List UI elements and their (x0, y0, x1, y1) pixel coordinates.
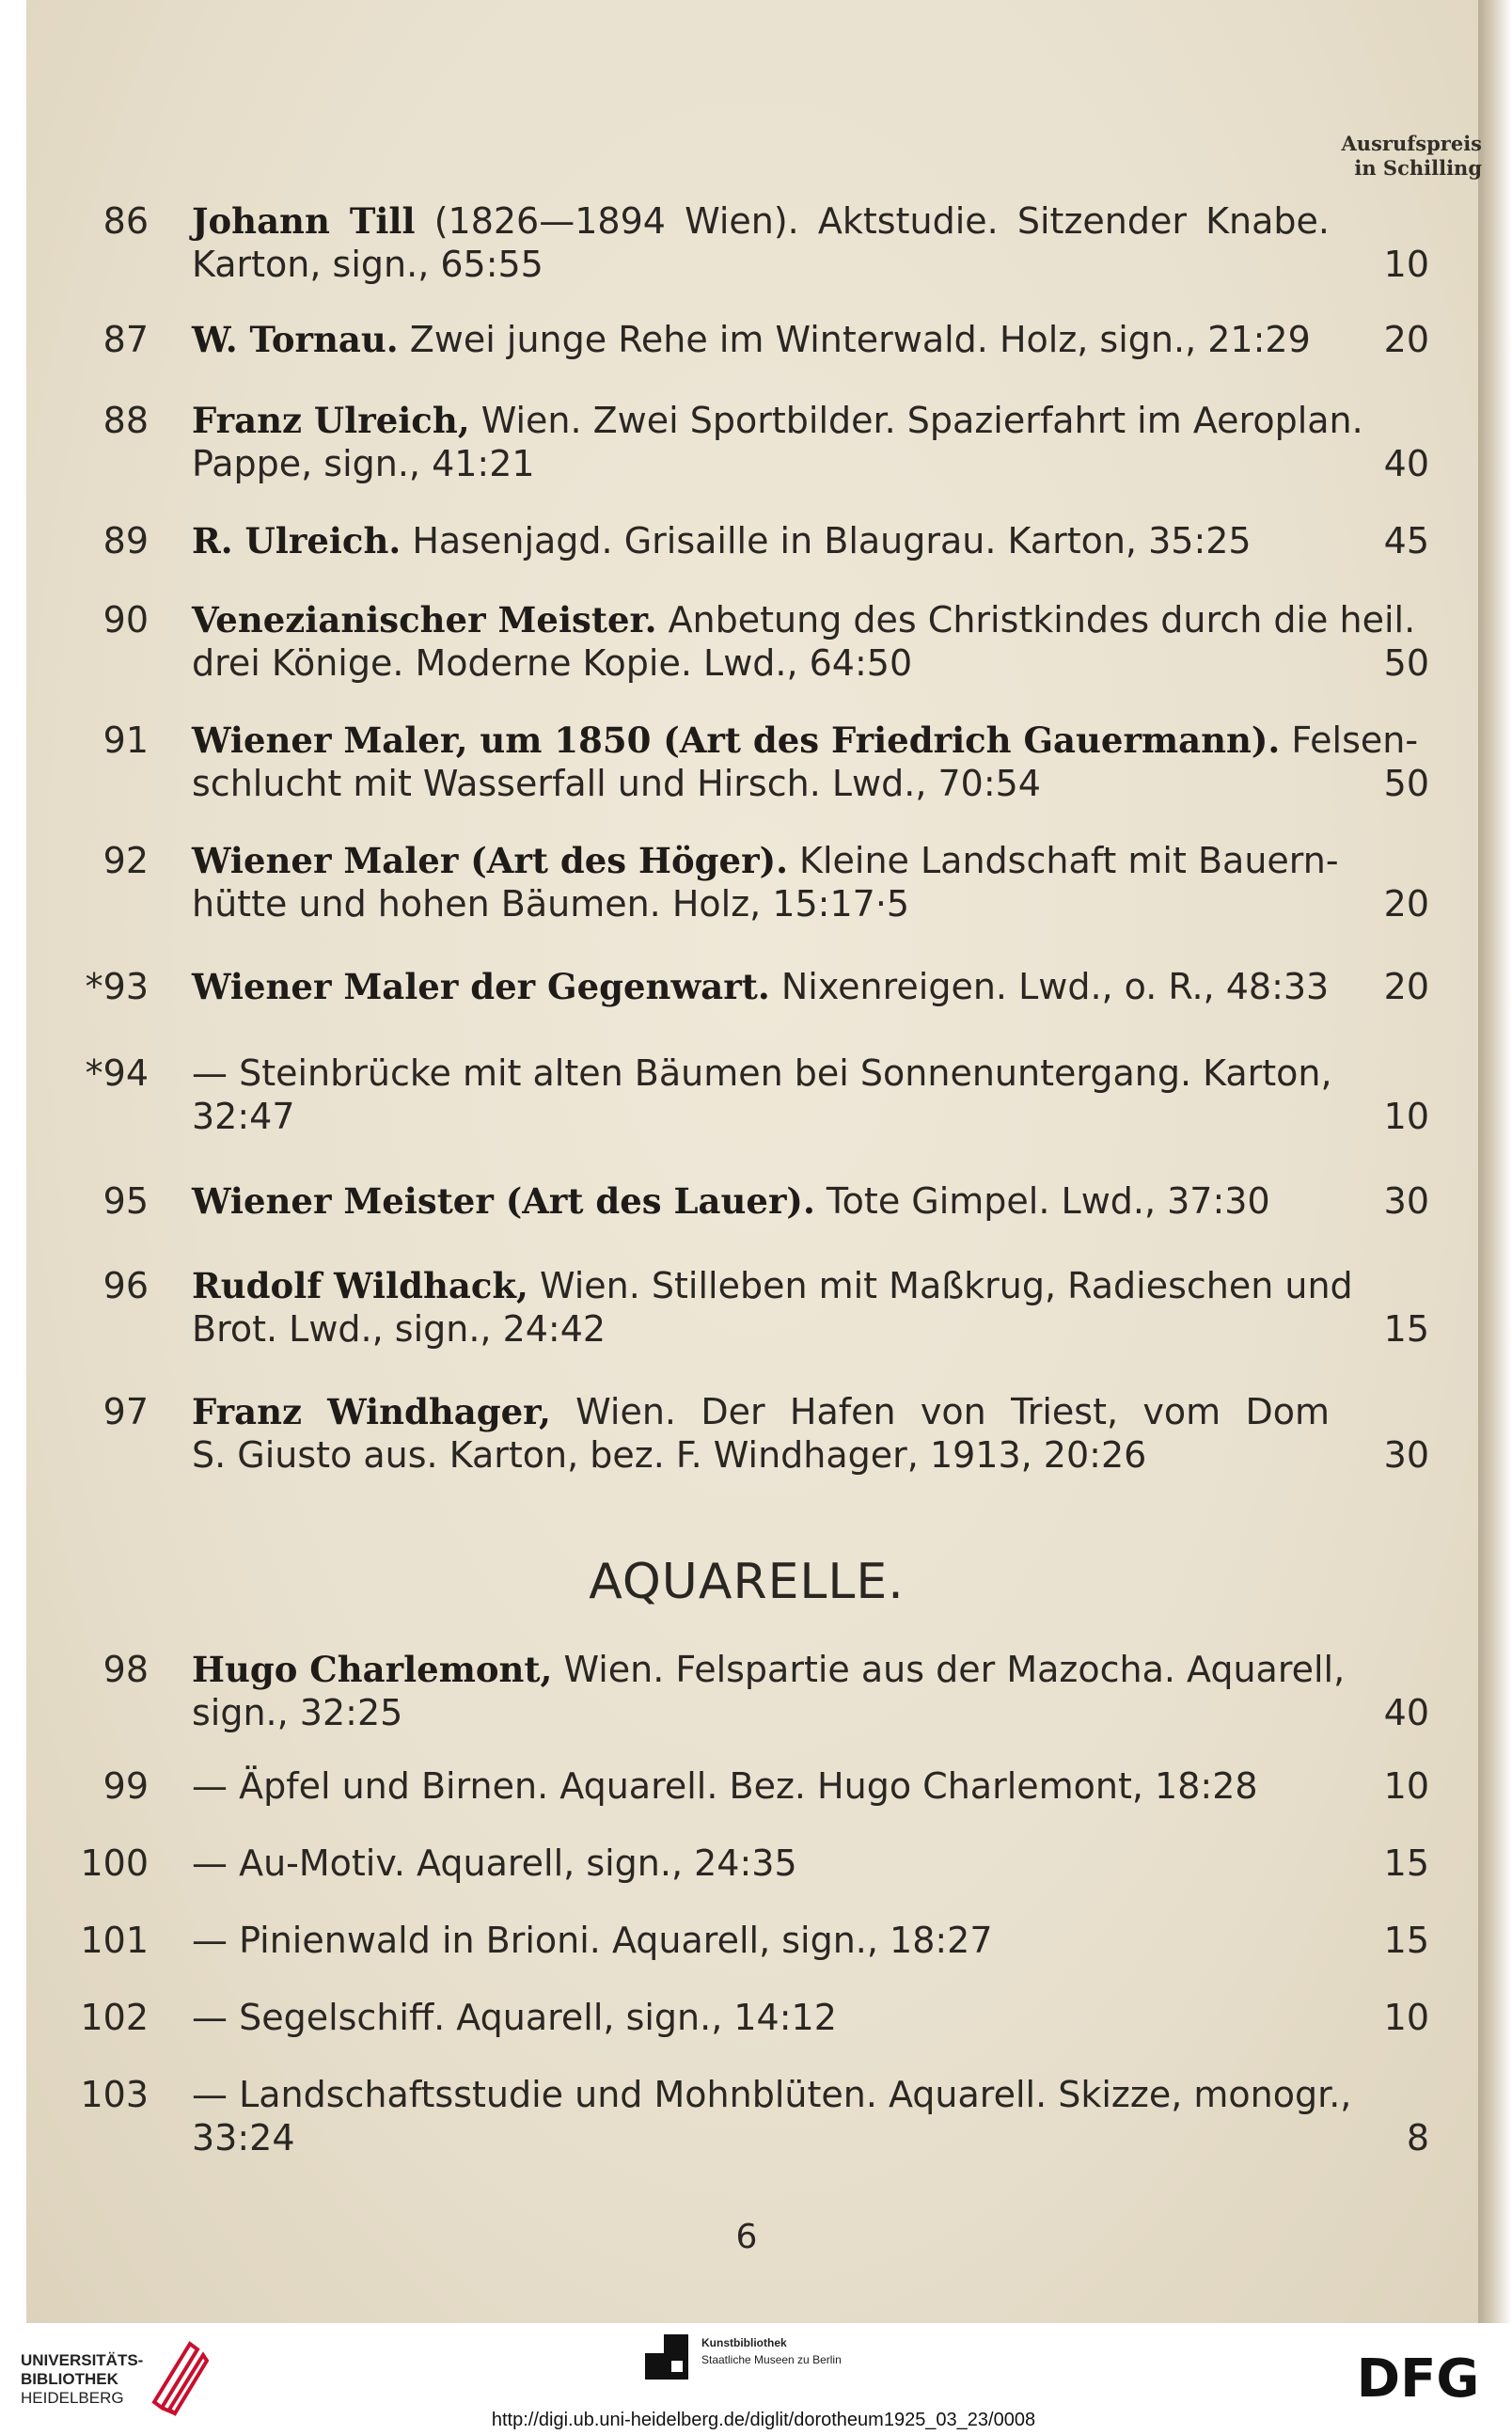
entry-text (192, 882, 1320, 925)
artist-name: Rudolf Wildhack, (192, 1265, 528, 1306)
entry-line (56, 1307, 1429, 1351)
entry-description: sign., 32:25 (192, 1692, 403, 1733)
lot-price: 30 (1383, 1180, 1429, 1222)
entry-text (192, 243, 1320, 286)
entry-line (56, 719, 1429, 762)
price-column-header (1269, 132, 1482, 181)
lot-number: 101 (80, 1920, 149, 1961)
lot-price: 10 (1383, 1997, 1429, 2038)
artist-name: Wiener Maler (Art des Höger). (192, 840, 788, 881)
lot-number: 96 (102, 1265, 149, 1306)
entry-line (56, 399, 1429, 442)
lot-number: 88 (102, 400, 149, 441)
entry-text (192, 1264, 1353, 1307)
entry-line (56, 641, 1429, 685)
lot-price: 20 (1383, 883, 1429, 925)
lot-price: 20 (1383, 966, 1429, 1007)
entry-line (56, 1433, 1429, 1477)
artist-name: Venezianischer Meister. (192, 599, 657, 640)
entry-text (192, 965, 1330, 1008)
lot-price: 40 (1383, 443, 1429, 484)
entry-line (56, 762, 1429, 805)
entry-text (192, 1307, 1320, 1351)
artist-name: Hugo Charlemont, (192, 1649, 553, 1690)
entry-description: Tote Gimpel. Lwd., 37:30 (826, 1180, 1270, 1222)
entry-text (192, 641, 1320, 685)
lot-number: 92 (102, 840, 149, 881)
entry-text (192, 839, 1339, 882)
catalog-entry (56, 1390, 1429, 1477)
lot-price: 20 (1383, 319, 1429, 360)
lot-price: 8 (1406, 2117, 1429, 2158)
entry-description: Nixenreigen. Lwd., o. R., 48:33 (780, 966, 1330, 1007)
entry-description: — Au-Motiv. Aquarell, sign., 24:35 (192, 1842, 797, 1884)
entry-line (56, 199, 1429, 243)
ub-heidelberg-logo-icon[interactable] (149, 2336, 209, 2417)
ub-line-3: HEIDELBERG (21, 2389, 124, 2407)
entry-description: Anbetung des Christkindes durch die heil. (668, 599, 1416, 640)
entry-text (192, 1390, 1330, 1433)
entry-text (192, 762, 1320, 805)
entry-text (192, 1095, 1320, 1138)
entry-text (192, 1648, 1346, 1691)
entry-text (192, 1919, 1320, 1962)
entry-text (192, 318, 1320, 361)
lot-number: 103 (80, 2074, 149, 2115)
catalog-entry (56, 1996, 1429, 2039)
entry-line (56, 519, 1429, 562)
entry-description: schlucht mit Wasserfall und Hirsch. Lwd., 70:54 (192, 763, 1041, 804)
dfg-logo-icon[interactable] (1343, 2349, 1493, 2406)
entry-line (56, 882, 1429, 925)
lot-price: 30 (1383, 1434, 1429, 1476)
entry-text (192, 1996, 1320, 2039)
artist-name: R. Ulreich. (192, 520, 402, 561)
entry-text (192, 719, 1419, 762)
price-header-line-2: in Schilling (1354, 156, 1482, 180)
entry-description: Pappe, sign., 41:21 (192, 443, 535, 484)
entry-description: Zwei junge Rehe im Winterwald. Holz, sign., 21:29 (409, 319, 1311, 360)
lot-number: 99 (102, 1765, 149, 1807)
entry-text (192, 1764, 1320, 1808)
kunstbibliothek-logo-icon[interactable] (643, 2332, 690, 2381)
lot-number: *94 (85, 1052, 149, 1094)
artist-name: W. Tornau. (192, 319, 399, 360)
lot-number: 87 (102, 319, 149, 360)
ub-line-1: UNIVERSITÄTS- (21, 2351, 144, 2369)
lot-price: 15 (1383, 1842, 1429, 1884)
entry-text (192, 1433, 1320, 1477)
entry-line (56, 1691, 1429, 1734)
catalog-entry (56, 399, 1429, 485)
lot-number: 89 (102, 520, 149, 561)
entry-description: Felsen- (1291, 719, 1419, 761)
entry-description: 33:24 (192, 2117, 295, 2158)
artist-name: Franz Ulreich, (192, 400, 470, 441)
entry-text (192, 519, 1320, 562)
catalog-entry (56, 1648, 1429, 1734)
lot-price: 15 (1383, 1308, 1429, 1350)
entry-description: Brot. Lwd., sign., 24:42 (192, 1308, 606, 1350)
entry-description: Kleine Landschaft mit Bauern- (799, 840, 1339, 881)
entry-description: hütte und hohen Bäumen. Holz, 15:17·5 (192, 883, 910, 925)
lot-price: 45 (1383, 520, 1429, 561)
entry-description: 32:47 (192, 1096, 295, 1137)
entry-line (56, 1390, 1429, 1433)
catalog-entry (56, 1051, 1429, 1138)
entry-line (56, 2116, 1429, 2159)
catalog-page (56, 0, 1482, 2323)
entry-description: drei Könige. Moderne Kopie. Lwd., 64:50 (192, 642, 913, 684)
catalog-entry (56, 598, 1429, 685)
lot-number: 98 (102, 1649, 149, 1690)
entry-line (56, 1764, 1429, 1808)
entry-line (56, 1179, 1429, 1223)
catalog-entry (56, 1264, 1429, 1351)
entry-description: Karton, sign., 65:55 (192, 244, 543, 285)
entry-description: (1826—1894 Wien). Aktstudie. Sitzender Knabe. (433, 200, 1330, 242)
lot-number: 90 (102, 599, 149, 640)
artist-name: Wiener Maler der Gegenwart. (192, 966, 770, 1007)
price-header-line-1: Ausrufspreis (1341, 132, 1482, 155)
catalog-entry (56, 199, 1429, 286)
entry-text (192, 2116, 1320, 2159)
viewer-footer (0, 2323, 1512, 2435)
entry-description: — Landschaftsstudie und Mohnblüten. Aquarell. Skizze, monogr., (192, 2074, 1352, 2115)
entry-description: Wien. Felspartie aus der Mazocha. Aquarell, (563, 1649, 1346, 1690)
lot-price: 10 (1383, 244, 1429, 285)
lot-price: 15 (1383, 1920, 1429, 1961)
lot-number: 86 (102, 200, 149, 242)
catalog-entry (56, 318, 1429, 361)
entry-line (56, 598, 1429, 641)
entry-line (56, 1842, 1429, 1885)
entry-description: — Segelschiff. Aquarell, sign., 14:12 (192, 1997, 837, 2038)
entry-description: — Äpfel und Birnen. Aquarell. Bez. Hugo Charlemont, 18:28 (192, 1765, 1258, 1807)
entry-description: Wien. Zwei Sportbilder. Spazierfahrt im Aeroplan. (480, 400, 1363, 441)
lot-number: 100 (80, 1842, 149, 1884)
catalog-entry (56, 965, 1429, 1008)
entry-line (56, 1996, 1429, 2039)
entry-text (192, 1842, 1320, 1885)
entry-text (192, 1051, 1330, 1095)
lot-price: 40 (1383, 1692, 1429, 1733)
catalog-entry (56, 1919, 1429, 1962)
catalog-entry (56, 2073, 1429, 2159)
entry-text (192, 1691, 1320, 1734)
entry-description: — Pinienwald in Brioni. Aquarell, sign., 18:27 (192, 1920, 993, 1961)
entry-line (56, 1051, 1429, 1095)
entry-description: Hasenjagd. Grisaille in Blaugrau. Karton, 35:25 (412, 520, 1252, 561)
lot-price: 10 (1383, 1765, 1429, 1807)
lot-price: 50 (1383, 642, 1429, 684)
entry-text (192, 442, 1320, 485)
page-edge-shadow (1478, 0, 1512, 2323)
lot-number: *93 (85, 966, 149, 1007)
entry-line (56, 442, 1429, 485)
kb-line-1: Kunstbibliothek (701, 2336, 787, 2349)
entry-description: Wien. Der Hafen von Triest, vom Dom (575, 1391, 1330, 1432)
entry-text (192, 1179, 1320, 1223)
catalog-entry (56, 519, 1429, 562)
lot-price: 10 (1383, 1096, 1429, 1137)
kunstbibliothek-label (701, 2334, 908, 2368)
ub-line-2: BIBLIOTHEK (21, 2370, 118, 2388)
entry-line (56, 1919, 1429, 1962)
dfg-logo-text: DFG (1356, 2349, 1480, 2406)
kb-line-2: Staatliche Museen zu Berlin (701, 2353, 842, 2366)
section-title: AQUARELLE. (589, 1554, 905, 1610)
entry-line (56, 2073, 1429, 2116)
lot-number: 97 (102, 1391, 149, 1432)
lot-price: 50 (1383, 763, 1429, 804)
entry-line (56, 243, 1429, 286)
page-number: 6 (735, 2218, 758, 2256)
entry-text (192, 199, 1330, 243)
entry-text (192, 598, 1416, 641)
entry-description: Wien. Stilleben mit Maßkrug, Radieschen und (539, 1265, 1353, 1306)
artist-name: Johann Till (192, 200, 416, 242)
artist-name: Wiener Maler, um 1850 (Art des Friedrich Gauermann). (192, 719, 1281, 761)
catalog-entry (56, 719, 1429, 805)
entry-line (56, 318, 1429, 361)
lot-number: 95 (102, 1180, 149, 1222)
entry-line (56, 965, 1429, 1008)
entry-description: S. Giusto aus. Karton, bez. F. Windhager, 1913, 20:26 (192, 1434, 1147, 1476)
lot-number: 102 (80, 1997, 149, 2038)
entry-description: — Steinbrücke mit alten Bäumen bei Sonnenuntergang. Karton, (192, 1052, 1332, 1094)
lot-number: 91 (102, 719, 149, 761)
catalog-entry (56, 839, 1429, 925)
catalog-entry (56, 1179, 1429, 1223)
entry-line (56, 1648, 1429, 1691)
catalog-entry (56, 1764, 1429, 1808)
permalink-url[interactable]: http://digi.ub.uni-heidelberg.de/diglit/dorotheum1925_03_23/0008 (491, 2410, 1036, 2430)
artist-name: Franz Windhager, (192, 1391, 551, 1432)
entry-text (192, 2073, 1352, 2116)
artist-name: Wiener Meister (Art des Lauer). (192, 1180, 815, 1222)
entry-line (56, 839, 1429, 882)
entry-text (192, 399, 1363, 442)
entry-line (56, 1095, 1429, 1138)
catalog-entry (56, 1842, 1429, 1885)
entry-line (56, 1264, 1429, 1307)
